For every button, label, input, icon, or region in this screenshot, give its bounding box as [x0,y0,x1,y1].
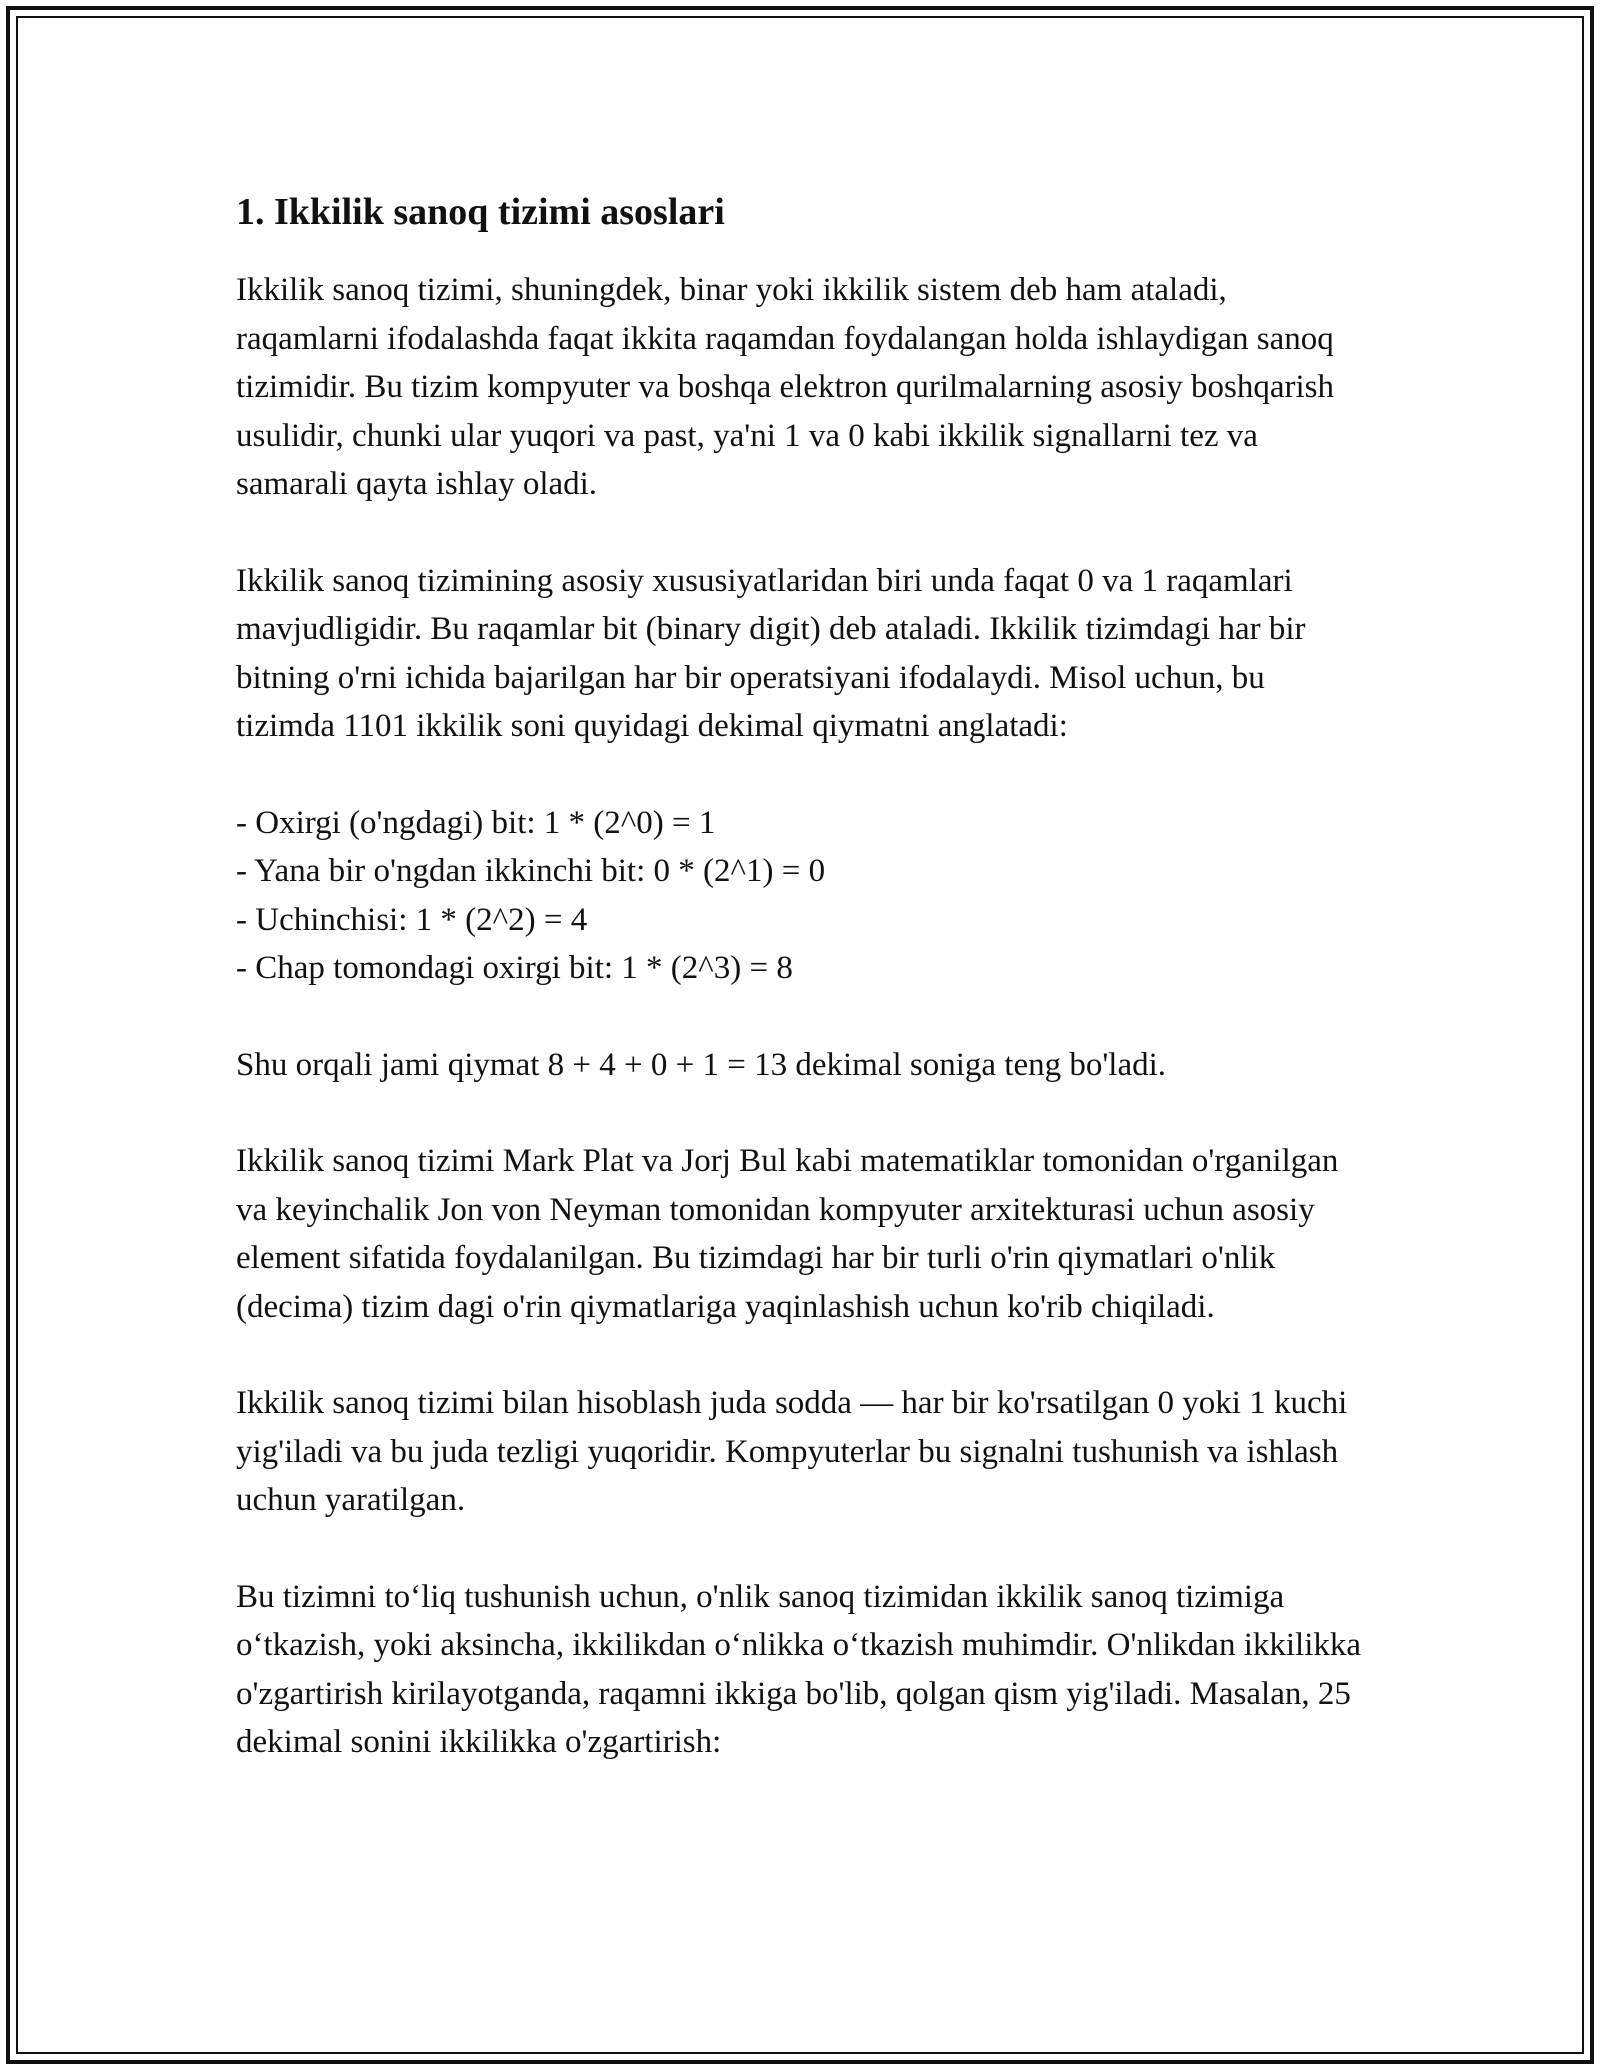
paragraph-simplicity: Ikkilik sanoq tizimi bilan hisoblash juda sodda — har bir ko'rsatilgan 0 yoki 1 kuchi yig'iladi va bu juda tezligi yuqoridir. Kompyuterlar bu signalni tushunish va ishlash uchun yaratilgan. [236,1385,1348,1518]
list-item: - Yana bir o'ngdan ikkinchi bit: 0 * (2^1) = 0 [236,853,826,889]
example-list [236,799,1366,993]
paragraph-conversion: Bu tizimni to‘liq tushunish uchun, o'nlik sanoq tizimidan ikkilik sanoq tizimiga o‘tkazish, yoki aksincha, ikkilikdan o‘nlikka o‘tkazish muhimdir. O'nlikdan ikkilikka o'zgartirish kirilayotganda, raqamni ikkiga bo'lib, qolgan qism yig'iladi. Masalan, 25 dekimal sonini ikkilikka o'zgartirish: [236,1578,1362,1760]
list-item: - Oxirgi (o'ngdagi) bit: 1 * (2^0) = 1 [236,804,716,841]
paragraph-intro: Ikkilik sanoq tizimi, shuningdek, binar yoki ikkilik sistem deb ham ataladi, raqamlarni ifodalashda faqat ikkita raqamdan foydalangan holda ishlaydigan sanoq tizimidir. Bu tizim kompyuter va boshqa elektron qurilmalarning asosiy boshqarish usulidir, chunki ular yuqori va past, ya'ni 1 va 0 kabi ikkilik signallarni tez va samarali qayta ishlay oladi. [236,272,1334,502]
section-heading: 1. Ikkilik sanoq tizimi asoslari [236,191,725,233]
paragraph-total: Shu orqali jami qiymat 8 + 4 + 0 + 1 = 13 dekimal soniga teng bo'ladi. [236,1046,1167,1083]
document-body [236,186,1366,1815]
paragraph-bits: Ikkilik sanoq tizimining asosiy xususiyatlaridan biri unda faqat 0 va 1 raqamlari mavjudligidir. Bu raqamlar bit (binary digit) deb ataladi. Ikkilik tizimdagi har bir bitning o'rni ichida bajarilgan har bir operatsiyani ifodalaydi. Misol uchun, bu tizimda 1101 ikkilik soni quyidagi dekimal qiymatni anglatadi: [236,562,1306,744]
list-item: - Chap tomondagi oxirgi bit: 1 * (2^3) = 8 [236,950,793,986]
paragraph-history: Ikkilik sanoq tizimi Mark Plat va Jorj Bul kabi matematiklar tomonidan o'rganilgan va keyinchalik Jon von Neyman tomonidan kompyuter arxitekturasi uchun asosiy element sifatida foydalanilgan. Bu tizimdagi har bir turli o'rin qiymatlari o'nlik (decima) tizim dagi o'rin qiymatlariga yaqinlashish uchun ko'rib chiqiladi. [236,1143,1339,1325]
list-item: - Uchinchisi: 1 * (2^2) = 4 [236,901,588,938]
